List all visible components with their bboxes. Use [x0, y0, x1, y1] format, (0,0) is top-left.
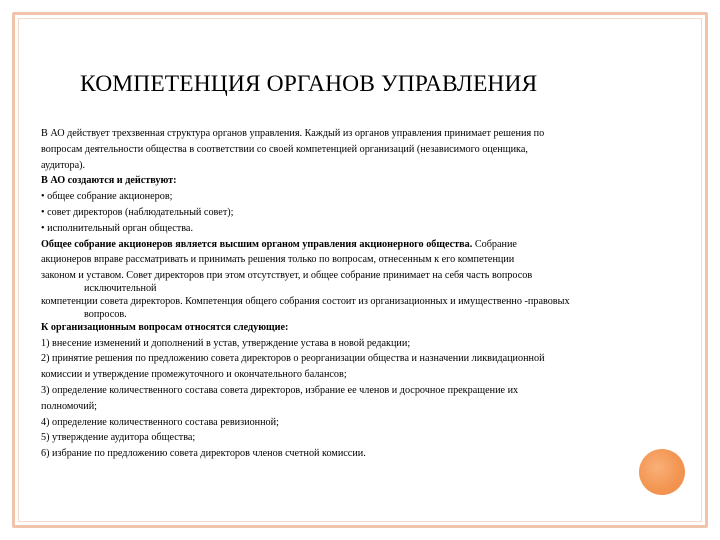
paragraph-wrap-line: вопросов.: [84, 308, 127, 320]
decorative-circle: [639, 449, 685, 495]
paragraph-line: компетенции совета директоров. Компетенция общего собрания состоит из организационных и имущественно -правовых: [41, 295, 570, 307]
paragraph-wrap-line: исключительной: [84, 282, 157, 294]
org-heading: К организационным вопросам относятся следующие:: [41, 321, 289, 333]
paragraph-line: аудитора).: [41, 159, 86, 171]
slide-body: [41, 126, 681, 462]
list-item: • общее собрание акционеров;: [41, 191, 173, 203]
list-item: • совет директоров (наблюдательный совет);: [41, 206, 234, 218]
meeting-paragraph: [41, 237, 681, 253]
list-item: 4) определение количественного состава ревизионной;: [41, 416, 279, 428]
list-item: 5) утверждение аудитора общества;: [41, 432, 196, 444]
list-item: 6) избрание по предложению совета директоров членов счетной комиссии.: [41, 448, 366, 460]
paragraph-line: законом и уставом. Совет директоров при этом отсутствует, и общее собрание принимает на себя часть вопросов: [41, 270, 533, 282]
meeting-bold-text: Общее собрание акционеров является высшим органом управления акционерного общества.: [41, 238, 473, 250]
list-item: 1) внесение изменений и дополнений в устав, утверждение устава в новой редакции;: [41, 337, 411, 349]
meeting-rest-text: Собрание: [472, 238, 517, 250]
paragraph-line: акционеров вправе рассматривать и принимать решения только по вопросам, отнесенным к его компетенции: [41, 254, 515, 266]
list-item: 3) определение количественного состава совета директоров, избрание ее членов и досрочное прекращение их: [41, 384, 519, 396]
created-heading: В АО создаются и действуют:: [41, 175, 177, 187]
list-item: 2) принятие решения по предложению совета директоров о реорганизации общества и назначении ликвидационной: [41, 353, 545, 365]
slide-title: КОМПЕТЕНЦИЯ ОРГАНОВ УПРАВЛЕНИЯ: [80, 71, 538, 97]
list-item: полномочий;: [41, 400, 97, 412]
paragraph-line: вопросам деятельности общества в соответствии со своей компетенцией организаций (независимого оценщика,: [41, 143, 528, 155]
list-item: комиссии и утверждение промежуточного и окончательного балансов;: [41, 369, 347, 381]
list-item: • исполнительный орган общества.: [41, 222, 193, 234]
paragraph-line: В АО действует трехзвенная структура органов управления. Каждый из органов управления принимает решения по: [41, 128, 545, 139]
